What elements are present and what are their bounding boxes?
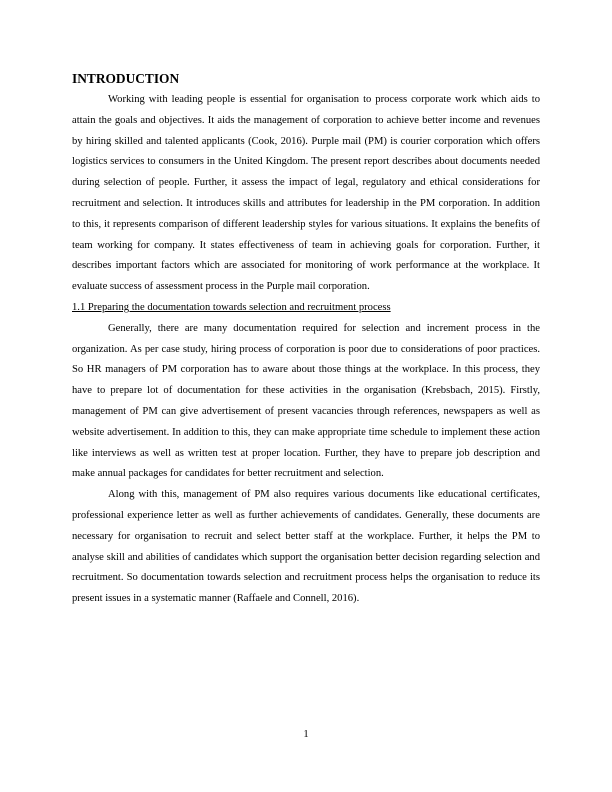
section-1-1-title: 1.1 Preparing the documentation towards selection and recruitment process bbox=[72, 301, 391, 313]
page-number: 1 bbox=[303, 729, 309, 740]
section-1-1-paragraph-1: Generally, there are many documentation required for selection and increment process in the organization. As per case study, hiring process of corporation is poor due to considerations of poor practices. So HR managers of PM corporation has to aware about those things at the workplace. In this process, they have to prepare lot of documentation for these activities in the organisation (Krebsbach, 2015). Firstly, management of PM can give advertisement of present vacancies through references, newspapers as well as website advertisement. In addition to this, they can make appropriate time schedule to implement these action like interviews as well as written test at proper location. Further, they have to prepare job description and make annual packages for candidates for better recruitment and selection. bbox=[72, 322, 540, 480]
intro-paragraph: Working with leading people is essential for organisation to process corporate work which aids to attain the goals and objectives. It aids the management of corporation to achieve better income and revenues by hiring skilled and talented applicants (Cook, 2016). Purple mail (PM) is courier corporation which offers logistics services to consumers in the United Kingdom. The present report describes about documents needed during selection of people. Further, it assess the impact of legal, regulatory and ethical considerations for recruitment and selection. It introduces skills and attributes for leadership in the PM corporation. In addition to this, it represents comparison of different leadership styles for various situations. It explains the benefits of team working for company. It states effectiveness of team in achieving goals for corporation. Further, it describes important factors which are associated for monitoring of work performance at the workplace. It evaluate success of assessment process in the Purple mail corporation. bbox=[72, 94, 540, 293]
page-body bbox=[72, 70, 540, 610]
introduction-heading: INTRODUCTION bbox=[72, 71, 180, 86]
section-1-1-paragraph-2: Along with this, management of PM also requires various documents like educational certificates, professional experience letter as well as further achievements of candidates. Generally, these documents are necessary for organisation to recruit and select better staff at the workplace. Further, it helps the PM to analyse skill and abilities of candidates which support the organisation better decision regarding selection and recruitment. So documentation towards selection and recruitment process helps the organisation to reduce its present issues in a systematic manner (Raffaele and Connell, 2016). bbox=[72, 489, 540, 605]
